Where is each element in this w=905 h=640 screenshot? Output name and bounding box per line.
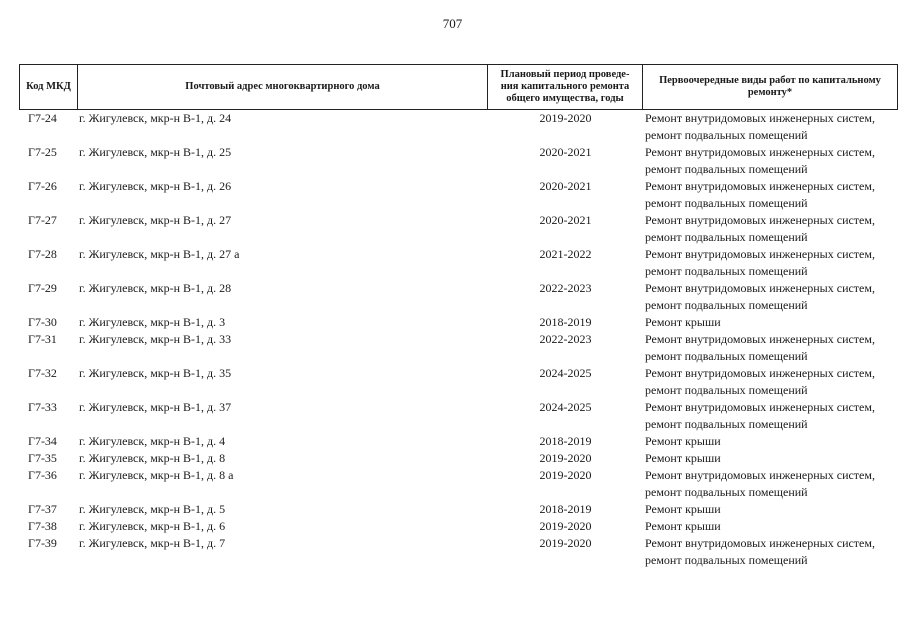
row-code: Г7-28 (28, 247, 57, 261)
page-number: 707 (442, 16, 463, 31)
row-work: Ремонт крыши (645, 519, 721, 533)
row-period: 2020-2021 (539, 179, 592, 193)
table-row (0, 467, 905, 501)
table-row (0, 246, 905, 280)
row-address: г. Жигулевск, мкр-н В-1, д. 8 а (79, 468, 234, 482)
row-work: Ремонт внутридомовых инженерных систем, ремонт подвальных помещений (645, 366, 875, 397)
table-row (0, 535, 905, 569)
table-row (0, 178, 905, 212)
row-period: 2018-2019 (539, 315, 592, 329)
row-address: г. Жигулевск, мкр-н В-1, д. 27 а (79, 247, 240, 261)
row-address: г. Жигулевск, мкр-н В-1, д. 5 (79, 502, 226, 516)
row-period: 2019-2020 (539, 468, 592, 482)
row-period: 2022-2023 (539, 281, 592, 295)
row-address: г. Жигулевск, мкр-н В-1, д. 28 (79, 281, 232, 295)
row-address: г. Жигулевск, мкр-н В-1, д. 24 (79, 111, 232, 125)
row-period: 2022-2023 (539, 332, 592, 346)
row-address: г. Жигулевск, мкр-н В-1, д. 26 (79, 179, 232, 193)
row-period: 2019-2020 (539, 451, 592, 465)
table-row (0, 280, 905, 314)
row-address: г. Жигулевск, мкр-н В-1, д. 4 (79, 434, 226, 448)
row-period: 2019-2020 (539, 111, 592, 125)
table-row (0, 450, 905, 467)
row-work: Ремонт внутридомовых инженерных систем, ремонт подвальных помещений (645, 247, 875, 278)
row-period: 2024-2025 (539, 400, 592, 414)
table-row (0, 518, 905, 535)
row-work: Ремонт внутридомовых инженерных систем, ремонт подвальных помещений (645, 145, 875, 176)
row-period: 2021-2022 (539, 247, 592, 261)
row-code: Г7-30 (28, 315, 57, 329)
row-code: Г7-39 (28, 536, 57, 550)
row-work: Ремонт внутридомовых инженерных систем, ремонт подвальных помещений (645, 400, 875, 431)
table-row (0, 399, 905, 433)
row-period: 2024-2025 (539, 366, 592, 380)
row-address: г. Жигулевск, мкр-н В-1, д. 3 (79, 315, 226, 329)
row-code: Г7-33 (28, 400, 57, 414)
row-address: г. Жигулевск, мкр-н В-1, д. 33 (79, 332, 232, 346)
row-code: Г7-31 (28, 332, 57, 346)
row-work: Ремонт внутридомовых инженерных систем, ремонт подвальных помещений (645, 179, 875, 210)
row-period: 2018-2019 (539, 502, 592, 516)
table-row (0, 212, 905, 246)
row-address: г. Жигулевск, мкр-н В-1, д. 37 (79, 400, 232, 414)
table-row (0, 331, 905, 365)
row-code: Г7-24 (28, 111, 57, 125)
row-work: Ремонт крыши (645, 434, 721, 448)
row-address: г. Жигулевск, мкр-н В-1, д. 35 (79, 366, 232, 380)
row-work: Ремонт внутридомовых инженерных систем, ремонт подвальных помещений (645, 332, 875, 363)
table-row (0, 433, 905, 450)
header-code: Код МКД (20, 65, 78, 109)
table-row (0, 110, 905, 144)
row-work: Ремонт крыши (645, 451, 721, 465)
table-row (0, 501, 905, 518)
table-row (0, 144, 905, 178)
table-header (19, 64, 898, 110)
row-code: Г7-34 (28, 434, 57, 448)
row-code: Г7-35 (28, 451, 57, 465)
row-code: Г7-37 (28, 502, 57, 516)
row-period: 2020-2021 (539, 145, 592, 159)
row-address: г. Жигулевск, мкр-н В-1, д. 7 (79, 536, 226, 550)
row-code: Г7-26 (28, 179, 57, 193)
table-row (0, 314, 905, 331)
row-code: Г7-25 (28, 145, 57, 159)
row-code: Г7-29 (28, 281, 57, 295)
row-period: 2019-2020 (539, 536, 592, 550)
row-work: Ремонт внутридомовых инженерных систем, ремонт подвальных помещений (645, 213, 875, 244)
row-period: 2020-2021 (539, 213, 592, 227)
header-period: Плановый период проведе-ния капитального ремонта общего имущества, годы (488, 65, 643, 109)
row-code: Г7-36 (28, 468, 57, 482)
row-period: 2019-2020 (539, 519, 592, 533)
row-period: 2018-2019 (539, 434, 592, 448)
row-work: Ремонт внутридомовых инженерных систем, ремонт подвальных помещений (645, 468, 875, 499)
header-address: Почтовый адрес многоквартирного дома (78, 65, 488, 109)
row-code: Г7-32 (28, 366, 57, 380)
row-work: Ремонт внутридомовых инженерных систем, ремонт подвальных помещений (645, 536, 875, 567)
row-address: г. Жигулевск, мкр-н В-1, д. 27 (79, 213, 232, 227)
row-work: Ремонт внутридомовых инженерных систем, ремонт подвальных помещений (645, 111, 875, 142)
table-body (0, 110, 905, 569)
row-work: Ремонт крыши (645, 315, 721, 329)
row-address: г. Жигулевск, мкр-н В-1, д. 25 (79, 145, 232, 159)
row-work: Ремонт крыши (645, 502, 721, 516)
row-address: г. Жигулевск, мкр-н В-1, д. 6 (79, 519, 226, 533)
table-row (0, 365, 905, 399)
row-work: Ремонт внутридомовых инженерных систем, ремонт подвальных помещений (645, 281, 875, 312)
header-works: Первоочередные виды работ по капитальному ремонту* (659, 75, 881, 98)
row-code: Г7-27 (28, 213, 57, 227)
row-address: г. Жигулевск, мкр-н В-1, д. 8 (79, 451, 226, 465)
row-code: Г7-38 (28, 519, 57, 533)
